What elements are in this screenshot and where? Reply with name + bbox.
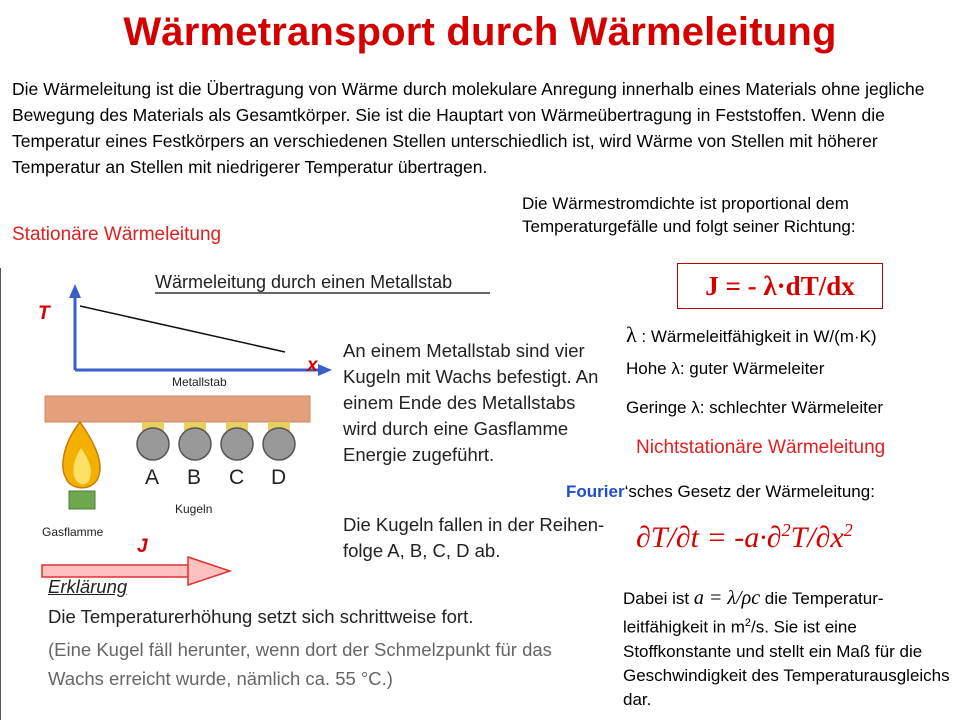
explanation-line-2: (Eine Kugel fäll herunter, wenn dort der Schmelzpunkt für das Wachs erreicht wurde, nämlich ca. 55 °C.) (48, 639, 552, 689)
high-lambda-text: Hohe λ: guter Wärmeleiter (626, 359, 825, 378)
metal-rod (45, 396, 310, 422)
low-lambda-text: Geringe λ: schlechter Wärmeleiter (626, 398, 883, 417)
explain-pre: Dabei ist (623, 589, 694, 608)
intro-paragraph: Die Wärmeleitung ist die Übertragung von Wärme durch molekulare Anregung innerhalb eines Materials ohne jegliche Bewegung des Materials als Gesamtkörper. Sie ist die Hauptart von Wärmeübertragung in Feststoffen. Wenn die Temperatur eines Festkörpers an verschiedenen Stellen unterschiedlich ist, wird Wärme von Stellen mit höherer Temperatur an Stellen mit niedrigerer Temperatur übertragen. (12, 79, 925, 177)
stationary-heading: Stationäre Wärmeleitung (12, 224, 222, 245)
nonstationary-heading: Nichtstationäre Wärmeleitung (636, 437, 886, 458)
ball-a (137, 428, 169, 460)
ball-label-a: A (145, 466, 160, 489)
fourier-law-text: ‘sches Gesetz der Wärmeleitung: (624, 482, 875, 501)
explain-post: /s. Sie ist eine Stoffkonstante und stellt ein Maß für die Geschwindigkeit des Temperaturausgleichs dar. (623, 617, 950, 709)
gas-flame (63, 422, 100, 509)
fourier-exponent-1: 2 (781, 520, 791, 540)
ball-label-b: B (187, 466, 202, 489)
lambda-symbol: λ (626, 322, 637, 347)
rod-label: Metallstab (172, 375, 227, 389)
balls-label: Kugeln (175, 502, 213, 516)
fourier-formula-part-b: T/∂x (790, 521, 844, 554)
ball-b (179, 428, 211, 460)
page-title: Wärmetransport durch Wärmeleitung (123, 10, 837, 54)
explanation-line-1: Die Temperaturerhöhung setzt sich schrittweise fort. (48, 606, 474, 627)
proportional-text: Die Wärmestromdichte ist proportional dem Temperaturgefälle und folgt seiner Richtung: (522, 194, 856, 236)
temperature-profile-line (80, 306, 285, 352)
explain-mid: die Temperatur-leitfähigkeit in m (623, 589, 884, 637)
explain-exponent: 2 (744, 617, 752, 629)
ball-c (221, 428, 253, 460)
fourier-formula-part-a: ∂T/∂t = -a·∂ (636, 521, 782, 554)
j-arrow-label: J (137, 536, 148, 557)
explanation-heading: Erklärung (48, 576, 128, 597)
diffusivity-formula: a = λ/ρc (693, 587, 761, 609)
heat-flux-formula: J = - λ·dT/dx (677, 263, 883, 309)
fourier-exponent-2: 2 (843, 520, 853, 540)
t-axis-label: T (38, 303, 50, 324)
fall-sequence-text: Die Kugeln fallen in der Reihen-folge A, B, C, D ab. (343, 514, 605, 561)
fourier-name: Fourier (566, 482, 625, 501)
x-axis-arrowhead (318, 364, 332, 376)
gas-flame-label: Gasflamme (42, 525, 104, 539)
lambda-definition-text: : Wärmeleitfähigkeit in W/(m·K) (636, 327, 877, 346)
t-axis-arrowhead (69, 284, 81, 298)
x-axis-label: x (307, 355, 318, 376)
experiment-description: An einem Metallstab sind vier Kugeln mit Wachs befestigt. An einem Ende des Metallstabs wird durch eine Gasflamme Energie zugeführt. (343, 340, 599, 465)
ball-label-d: D (271, 466, 287, 489)
ball-d (263, 428, 295, 460)
ball-label-c: C (229, 466, 245, 489)
diagram-title: Wärmeleitung durch einen Metallstab (155, 272, 453, 292)
